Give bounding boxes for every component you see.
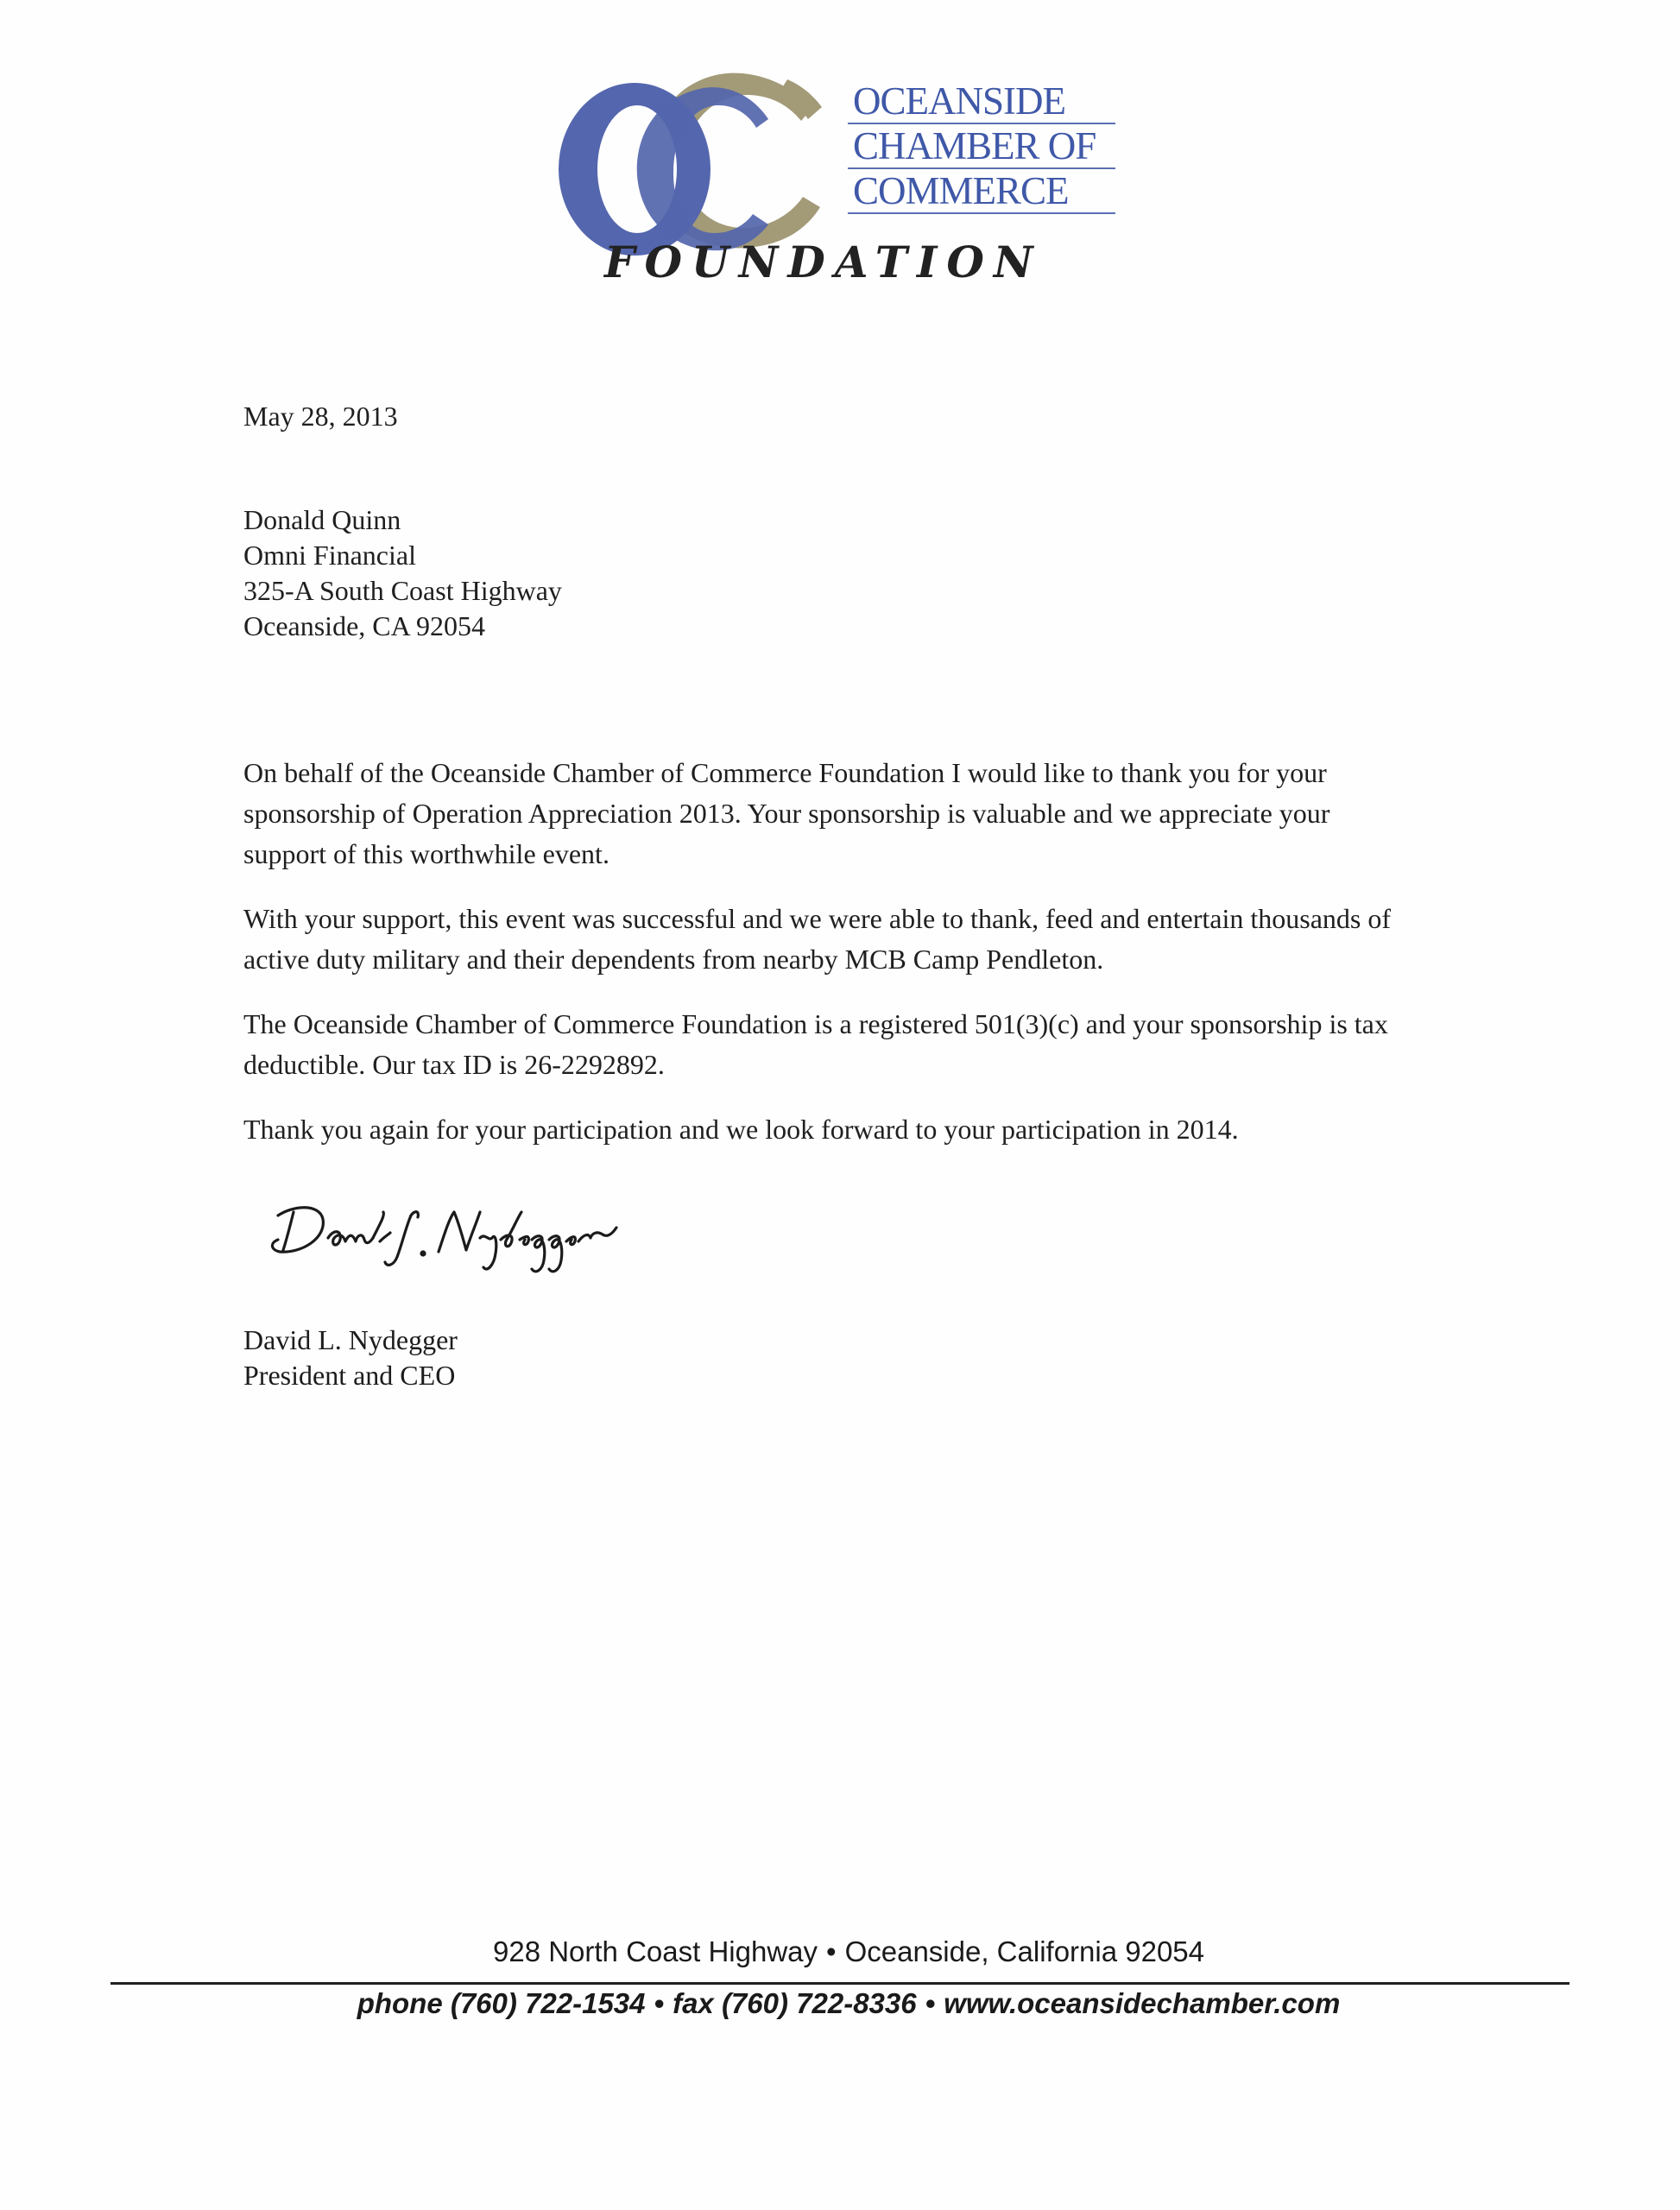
footer-street: 928 North Coast Highway <box>492 1935 818 1967</box>
organization-name <box>848 79 1115 214</box>
body-paragraph: Thank you again for your participation and we look forward to your participation in 2014. <box>243 1114 1239 1145</box>
body-paragraph: With your support, this event was successful and we were able to thank, feed and entertain thousands of active duty military and their dependents from nearby MCB Camp Pendleton. <box>243 903 1391 975</box>
footer-website: www.oceansidechamber.com <box>944 1987 1341 2019</box>
footer-separator: • <box>654 1987 665 2019</box>
letter-body <box>243 753 1418 1174</box>
recipient-street: 325-A South Coast Highway <box>243 575 562 606</box>
recipient-name: Donald Quinn <box>243 504 401 535</box>
letterhead-logo <box>553 67 1122 300</box>
footer-fax: fax (760) 722-8336 <box>673 1987 917 2019</box>
footer-separator: • <box>925 1987 936 2019</box>
org-name-line-3: COMMERCE <box>848 169 1115 214</box>
footer-separator: • <box>826 1935 837 1967</box>
footer-divider <box>111 1982 1569 1985</box>
signer-title: President and CEO <box>243 1360 456 1391</box>
letter-date: May 28, 2013 <box>243 401 398 432</box>
signer-block <box>243 1323 458 1393</box>
org-name-line-1: OCEANSIDE <box>848 79 1115 124</box>
signer-name: David L. Nydegger <box>243 1324 458 1355</box>
recipient-company: Omni Financial <box>243 540 416 571</box>
foundation-wordmark: FOUNDATION <box>604 237 1043 287</box>
org-name-line-2: CHAMBER OF <box>848 124 1115 169</box>
footer-address <box>0 1935 1680 1968</box>
recipient-city: Oceanside, CA 92054 <box>243 610 485 641</box>
body-paragraph: The Oceanside Chamber of Commerce Foundation is a registered 501(3)(c) and your sponsorship is tax deductible. Our tax ID is 26-2292892. <box>243 1008 1388 1080</box>
handwritten-signature <box>259 1190 639 1285</box>
footer-phone: phone (760) 722-1534 <box>357 1987 646 2019</box>
recipient-address-block <box>243 502 562 644</box>
footer-city: Oceanside, California 92054 <box>844 1935 1205 1967</box>
body-paragraph: On behalf of the Oceanside Chamber of Commerce Foundation I would like to thank you for your sponsorship of Operation Appreciation 2013. Your sponsorship is valuable and we appreciate your support of this worthwhile event. <box>243 757 1330 869</box>
footer-contact <box>0 1987 1680 2020</box>
